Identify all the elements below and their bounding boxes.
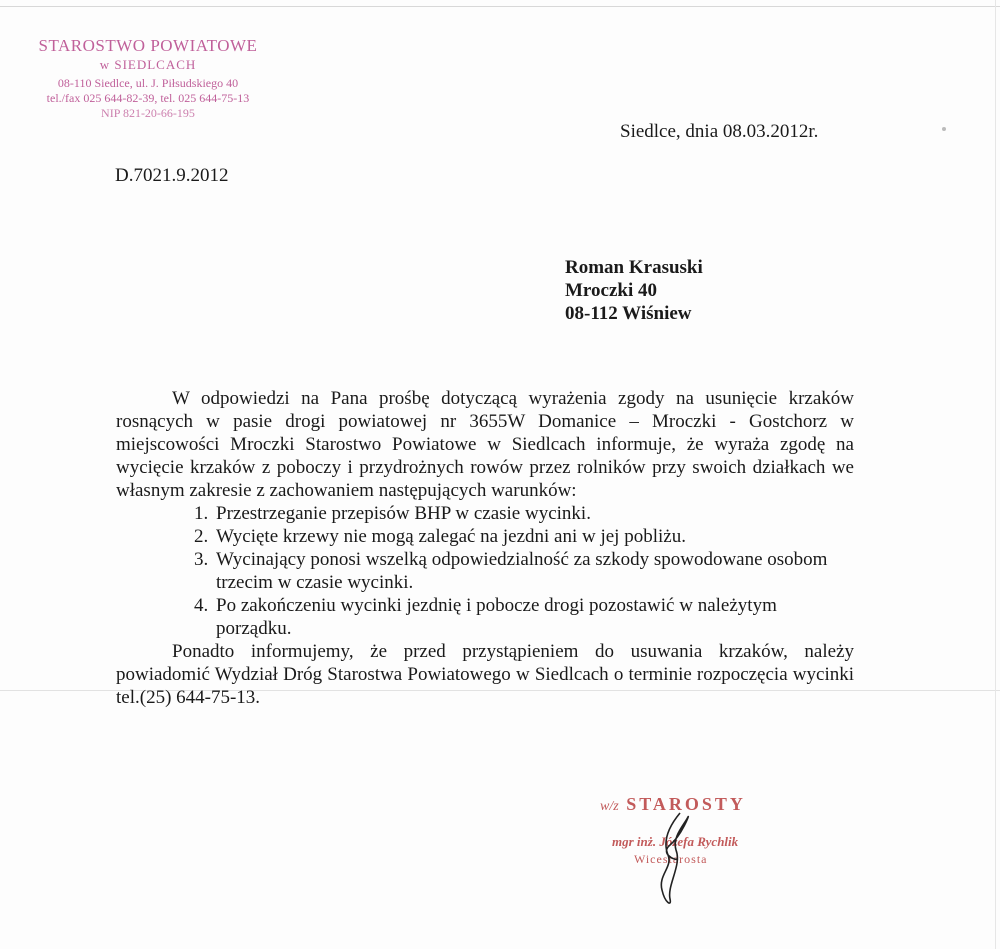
condition-item bbox=[116, 594, 854, 640]
document-number: D.7021.9.2012 bbox=[115, 165, 229, 186]
stamp-line2: w SIEDLCACH bbox=[99, 57, 197, 72]
condition-item bbox=[116, 548, 854, 594]
recipient-street: Mroczki 40 bbox=[565, 280, 657, 301]
letter-date: Siedlce, dnia 08.03.2012r. bbox=[620, 121, 819, 142]
stamp-line1: STAROSTWO POWIATOWE bbox=[38, 36, 258, 55]
signatory-role: Wicestarosta bbox=[634, 852, 708, 866]
closing-paragraph: Ponadto informujemy, że przed przystąpieniem do usuwania krzaków, należy powiadomić Wydział Dróg Starostwa Powiatowego w Siedlcach o terminie rozpoczęcia wycinki tel.(25) 644-75-13. bbox=[116, 641, 854, 708]
condition-text: Po zakończeniu wycinki jezdnię i pobocze drogi pozostawić w należytym porządku. bbox=[216, 595, 777, 639]
condition-item bbox=[116, 525, 854, 548]
stamp-address: 08-110 Siedlce, ul. J. Piłsudskiego 40 bbox=[57, 76, 239, 90]
condition-text: Wycięte krzewy nie mogą zalegać na jezdni ani w jej pobliżu. bbox=[216, 526, 686, 547]
stamp-phone: tel./fax 025 644-82-39, tel. 025 644-75-13 bbox=[46, 91, 250, 105]
intro-paragraph: W odpowiedzi na Pana prośbę dotyczącą wyrażenia zgody na usunięcie krzaków rosnących w pasie drogi powiatowej nr 3655W Domanice – Mroczki - Gostchorz w miejscowości Mroczki Starostwo Powiatowe w Siedlcach informuje, że wyraża zgodę na wycięcie krzaków z poboczy i przydrożnych rowów przez rolników przy swoich działkach we własnym zakresie z zachowaniem następujących warunków: bbox=[116, 388, 854, 501]
recipient-block bbox=[565, 256, 703, 325]
condition-text: Przestrzeganie przepisów BHP w czasie wycinki. bbox=[216, 503, 591, 524]
signature-prefix: w/z bbox=[600, 799, 619, 814]
letter-body bbox=[116, 387, 854, 709]
condition-number: 2. bbox=[194, 526, 209, 547]
condition-item bbox=[116, 502, 854, 525]
condition-text: Wycinający ponosi wszelką odpowiedzialność za szkody spowodowane osobom trzecim w czasie wycinki. bbox=[216, 549, 828, 593]
conditions-list bbox=[116, 502, 854, 640]
handwritten-signature bbox=[640, 795, 700, 910]
scan-edge-top bbox=[0, 6, 1000, 7]
scan-edge-right bbox=[995, 0, 996, 949]
signature-stamp bbox=[590, 790, 790, 910]
office-stamp bbox=[28, 36, 268, 121]
condition-number: 3. bbox=[194, 549, 209, 570]
stamp-nip: NIP 821-20-66-195 bbox=[101, 106, 195, 120]
signatory-name: mgr inż. Józefa Rychlik bbox=[612, 834, 739, 849]
recipient-city: 08-112 Wiśniew bbox=[565, 303, 692, 324]
condition-number: 4. bbox=[194, 595, 209, 616]
condition-number: 1. bbox=[194, 503, 209, 524]
scan-speck bbox=[942, 127, 946, 131]
signature-role-title: STAROSTY bbox=[626, 794, 746, 814]
recipient-name: Roman Krasuski bbox=[565, 257, 703, 278]
